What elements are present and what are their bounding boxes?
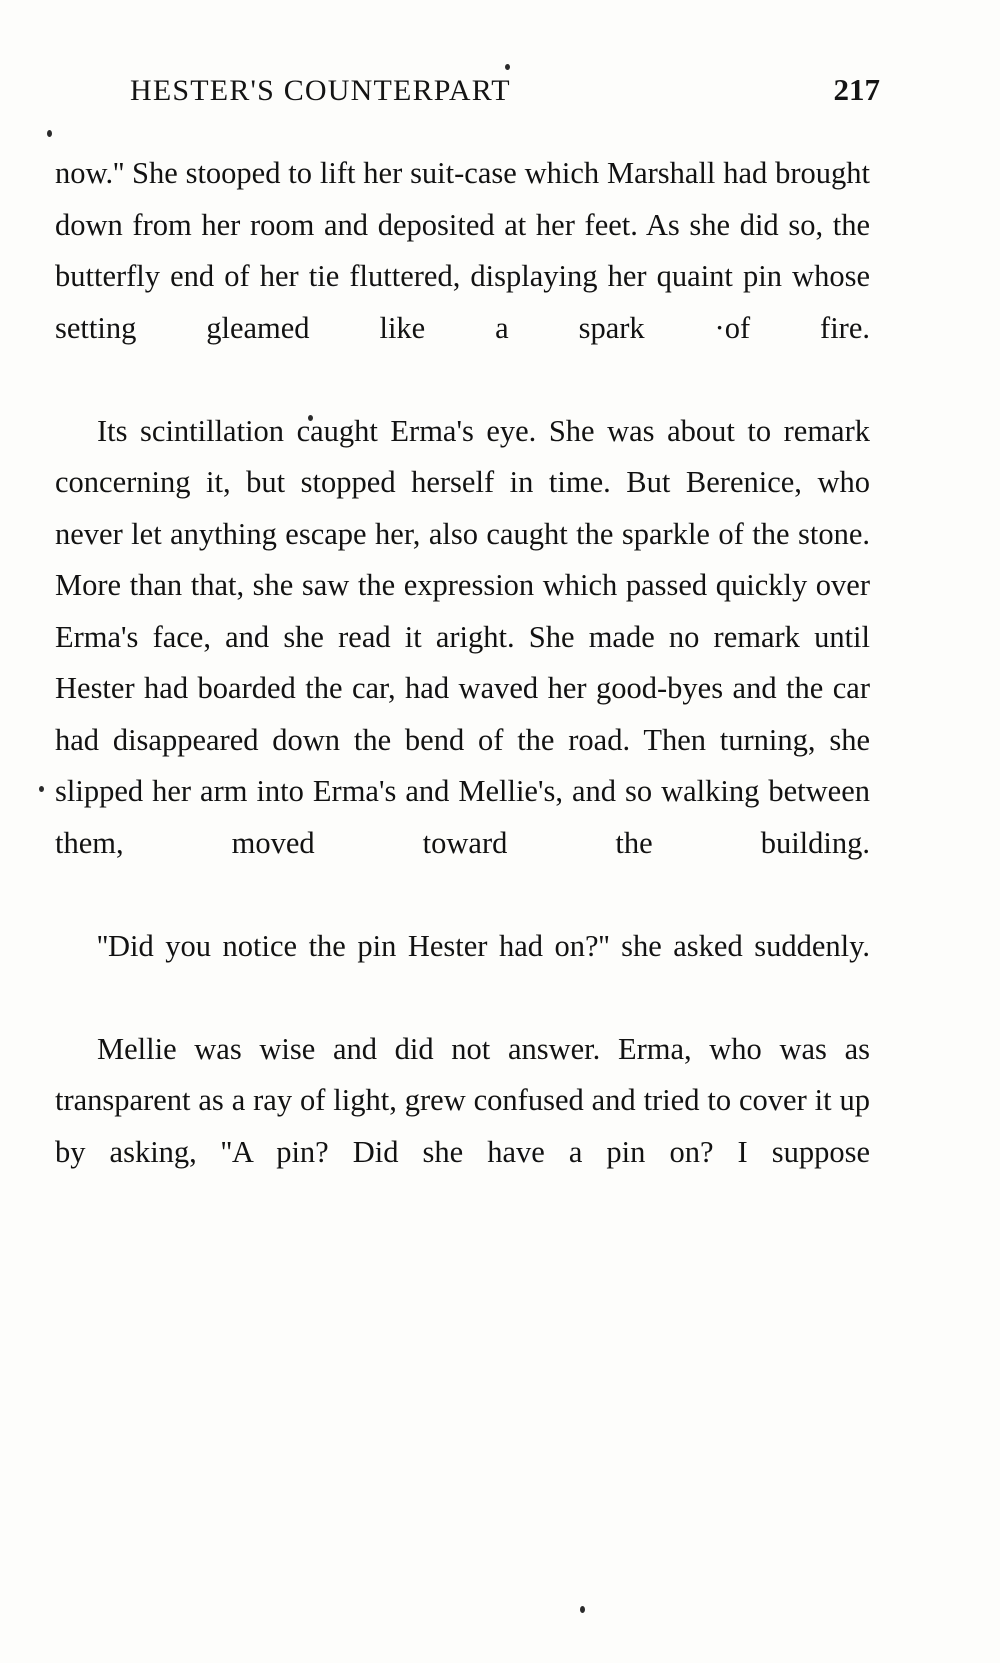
- body-text: [55, 148, 870, 1230]
- speck-mark: [505, 64, 510, 70]
- paragraph: now.'' She stooped to lift her suit-case which Marshall had brought down from her room and deposited at her feet. As she did so, the butterfly end of her tie fluttered, displaying her quaint pin whose setting gleamed like a spark ·of fire.: [55, 156, 870, 345]
- speck-mark: [47, 130, 52, 137]
- page-number: 217: [833, 72, 880, 107]
- paragraph: Its scintillation caught Erma's eye. She was about to remark concerning it, but stopped herself in time. But Berenice, who never let anything escape her, also caught the sparkle of the stone. More than that, she saw the expression which passed quickly over Erma's face, and she read it aright. She made no remark until Hester had boarded the car, had waved her good-byes and the car had disappeared down the bend of the road. Then turning, she slipped her arm into Erma's and Mellie's, and so walking between them, moved toward the building.: [55, 413, 870, 860]
- speck-mark: [39, 786, 44, 792]
- paragraph: Mellie was wise and did not answer. Erma, who was as transparent as a ray of light, grew confused and tried to cover it up by asking, ''A pin? Did she have a pin on? I suppose: [55, 1031, 870, 1169]
- running-head: [130, 72, 890, 108]
- page-title: HESTER'S COUNTERPART: [130, 74, 511, 107]
- paragraph: ''Did you notice the pin Hester had on?'' she asked suddenly.: [97, 928, 870, 963]
- speck-mark: [580, 1606, 585, 1613]
